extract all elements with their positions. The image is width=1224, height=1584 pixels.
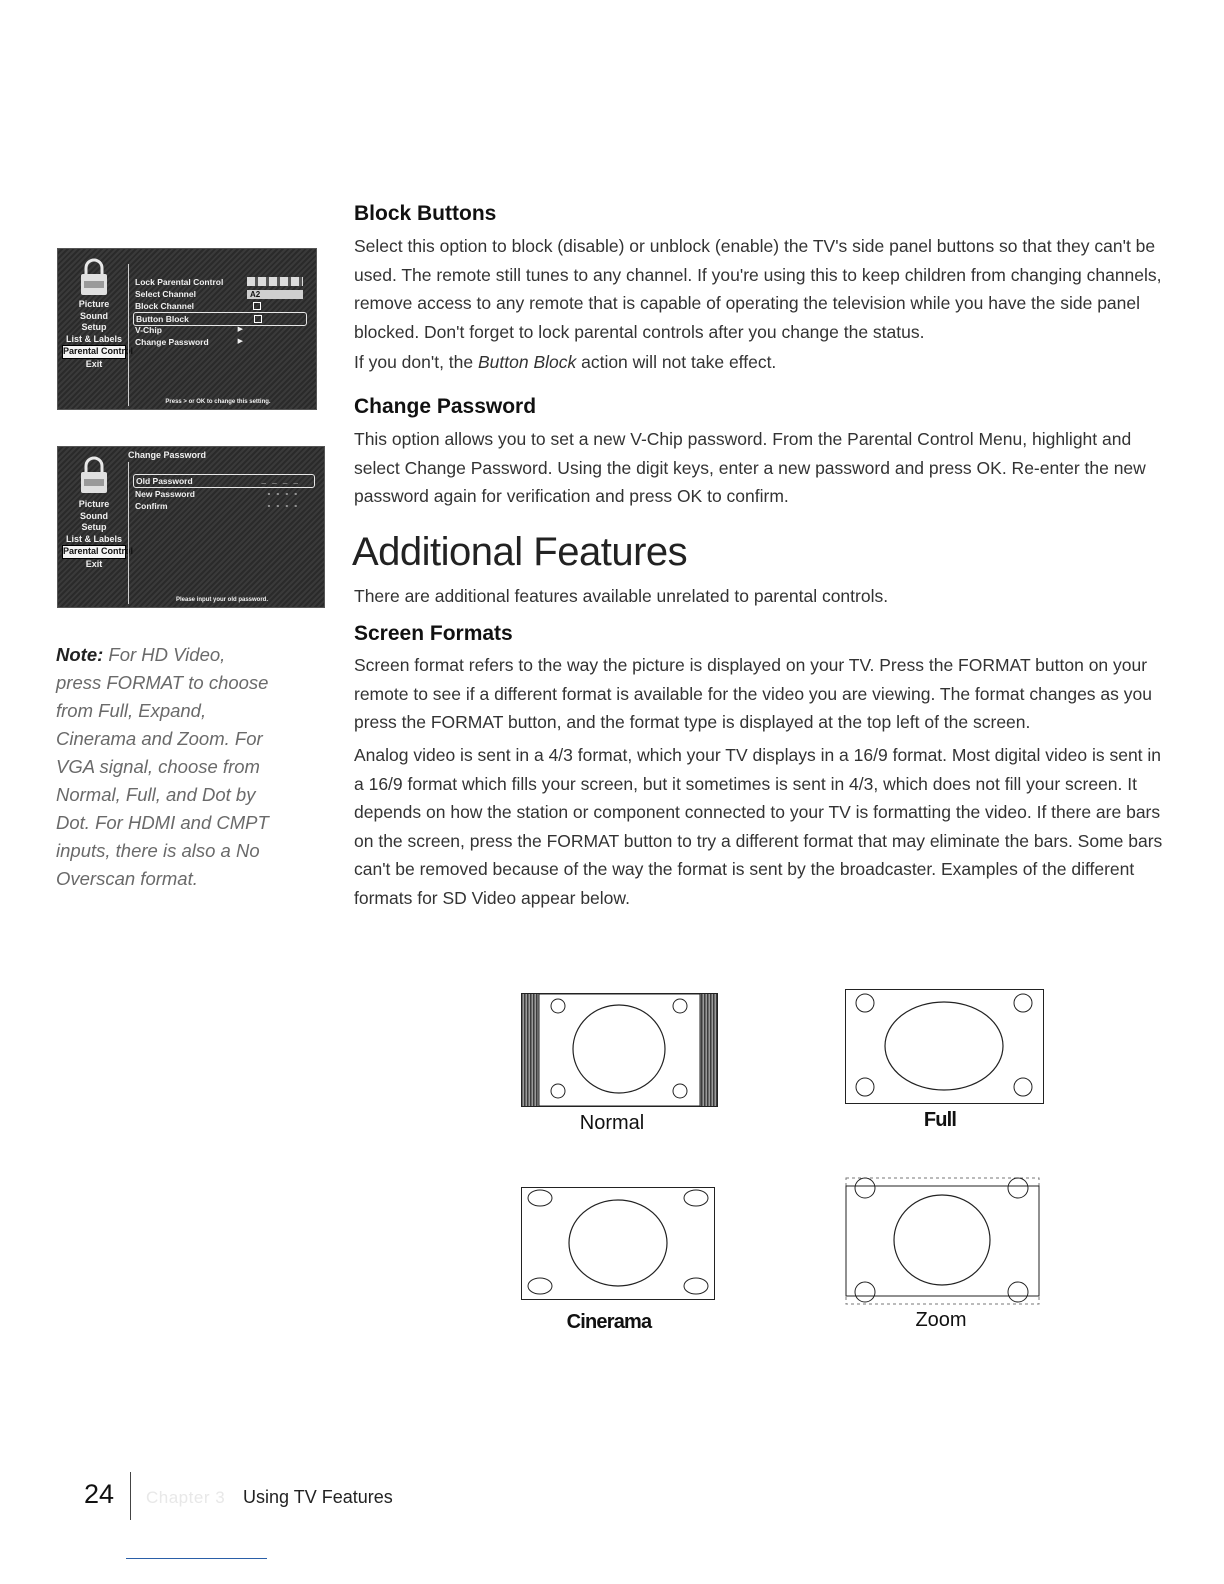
menu-options-pane <box>128 264 313 406</box>
cinerama-format-label: Cinerama <box>566 1311 652 1333</box>
option-change-password[interactable]: Change Password ▶ <box>135 337 243 347</box>
screen-formats-heading: Screen Formats <box>354 622 513 645</box>
footer-divider <box>130 1472 131 1520</box>
padlock-icon <box>78 257 110 297</box>
side-item-sound[interactable]: Sound <box>80 510 108 521</box>
change-password-menu-screenshot <box>57 446 325 608</box>
format-note <box>56 641 271 893</box>
page-number: 24 <box>84 1479 115 1509</box>
additional-features-intro: There are additional features available unrelated to parental controls. <box>354 586 889 606</box>
note-label: Note: <box>56 644 104 665</box>
screen-formats-paragraph-1: Screen format refers to the way the picture is displayed on your TV. Press the FORMAT button on your remote to see if a different format is available for the video you are viewing. The format changes as you press the FORMAT button, and the format type is displayed at the top left of the screen. <box>354 655 1152 733</box>
block-buttons-heading: Block Buttons <box>354 202 497 225</box>
full-format-diagram <box>845 989 1044 1104</box>
side-item-parental-control[interactable]: Parental Control <box>62 545 126 559</box>
side-item-picture[interactable]: Picture <box>78 499 110 509</box>
change-password-paragraph: This option allows you to set a new V-Chip password. From the Parental Control Menu, highlight and select Change Password. Using the digit keys, enter a new password and press OK. Re-enter the new password again for verification and press OK to confirm. <box>354 429 1146 507</box>
option-old-password[interactable]: Old Password _ _ _ _ <box>133 474 315 488</box>
bottom-rule <box>126 1558 267 1559</box>
note-text: For HD Video, press FORMAT to choose from Full, Expand, Cinerama and Zoom. For VGA signal, choose from Normal, Full, and Dot by Dot. For HDMI and CMPT inputs, there is also a No Overscan format. <box>56 644 269 889</box>
change-password-heading: Change Password <box>354 395 537 418</box>
menu-hint: Please input your old password. <box>175 597 269 603</box>
button-block-emphasis: Button Block <box>477 352 577 372</box>
option-confirm[interactable]: Confirm - - - - <box>135 501 299 511</box>
menu-hint: Press > or OK to change this setting. <box>165 399 271 405</box>
side-item-list-labels[interactable]: List & Labels <box>65 533 122 544</box>
normal-format-diagram <box>521 993 718 1107</box>
zoom-format-diagram <box>845 1176 1041 1308</box>
additional-features-heading: Additional Features <box>352 530 688 574</box>
checkbox-icon <box>254 315 262 323</box>
side-item-setup[interactable]: Setup <box>81 322 107 332</box>
side-item-setup[interactable]: Setup <box>81 522 107 532</box>
section-title: Using TV Features <box>243 1487 393 1507</box>
side-item-exit[interactable]: Exit <box>85 558 103 569</box>
side-item-sound[interactable]: Sound <box>80 310 108 321</box>
option-block-channel[interactable]: Block Channel <box>135 300 307 312</box>
submenu-arrow-icon: ▶ <box>237 326 243 333</box>
option-new-password[interactable]: New Password - - - - <box>135 489 299 499</box>
menu-title: Change Password <box>128 450 207 460</box>
cinerama-format-diagram <box>521 1187 715 1300</box>
zoom-format-label: Zoom <box>915 1309 967 1331</box>
menu-options-pane <box>128 462 321 604</box>
option-lock-parental-control[interactable]: Lock Parental Control <box>135 276 307 288</box>
parental-control-menu-screenshot <box>57 248 317 410</box>
option-button-block[interactable]: Button Block <box>133 312 307 326</box>
screen-formats-paragraph-2: Analog video is sent in a 4/3 format, which your TV displays in a 16/9 format. Most digital video is sent in a 16/9 format which fills your screen, but it sometimes is sent in 4/3, which does not fill your screen. It depends on how the station or component connected to your TV is formatting the video. If there are bars on the screen, press the FORMAT button to try a different format that may eliminate the bars. Some bars can't be removed because of the way the format is sent by the broadcaster. Examples of the different formats for SD Video appear below. <box>354 745 1163 908</box>
submenu-arrow-icon: ▶ <box>237 338 243 345</box>
channel-value: A2 <box>247 290 303 299</box>
block-buttons-paragraph: Select this option to block (disable) or unblock (enable) the TV's side panel buttons so that they can't be used. The remote still tunes to any channel. If you're using this to keep children from changing channels, remove access to any remote that is capable of operating the television while you have the side panel blocked. Don't forget to lock parental controls after you change the status. <box>354 236 1162 342</box>
menu-side-list <box>60 499 134 570</box>
option-v-chip[interactable]: V-Chip ▶ <box>135 325 243 335</box>
full-format-label: Full <box>923 1109 957 1131</box>
side-item-parental-control[interactable]: Parental Control <box>62 345 126 359</box>
side-item-list-labels[interactable]: List & Labels <box>65 333 122 344</box>
menu-side-list <box>60 299 134 370</box>
block-buttons-note: If you don't, the Button Block action will not take effect. <box>354 352 777 372</box>
padlock-icon <box>78 455 110 495</box>
option-select-channel[interactable]: Select Channel A2 <box>135 288 307 300</box>
side-item-picture[interactable]: Picture <box>78 299 110 309</box>
normal-format-label: Normal <box>579 1112 645 1134</box>
side-item-exit[interactable]: Exit <box>85 358 103 369</box>
chapter-label: Chapter 3 <box>146 1488 226 1507</box>
checkbox-icon <box>253 302 261 310</box>
lock-slot-indicator <box>247 277 303 286</box>
